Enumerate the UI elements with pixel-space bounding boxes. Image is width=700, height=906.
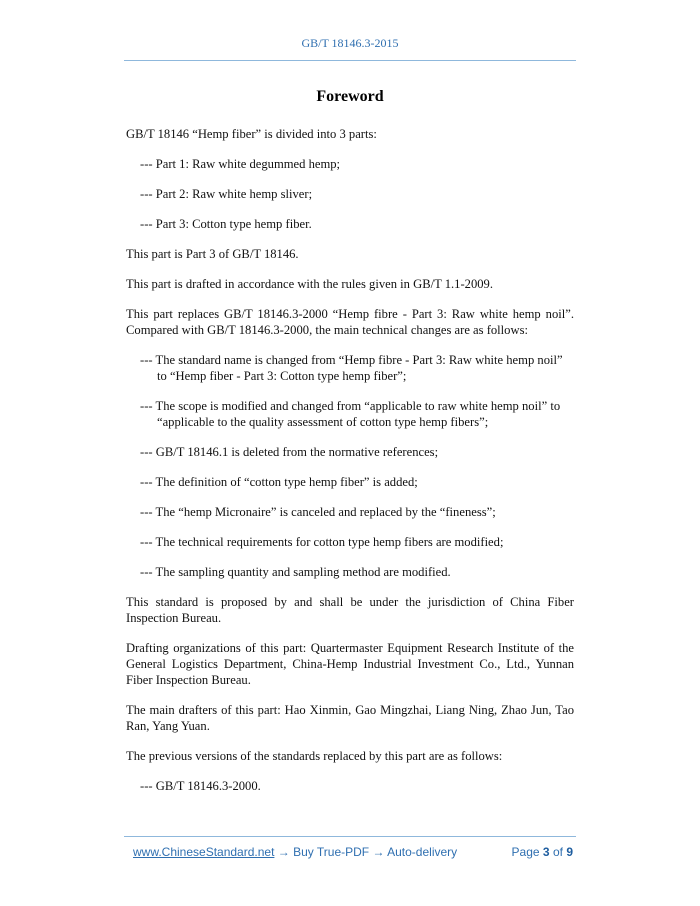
part-list-item: --- Part 3: Cotton type hemp fiber. — [140, 217, 312, 231]
change-list-item: --- GB/T 18146.1 is deleted from the normative references; — [140, 445, 439, 459]
change-list-item: --- The scope is modified and changed from “applicable to raw white hemp noil” to “applicable to the quality assessment of cotton type hemp fibers”; — [140, 399, 561, 429]
part-list-item: --- Part 1: Raw white degummed hemp; — [140, 157, 341, 171]
running-header: GB/T 18146.3-2015 — [301, 36, 399, 50]
intro-paragraph: GB/T 18146 “Hemp fiber” is divided into 3 parts: — [126, 127, 377, 141]
change-list-item: --- The standard name is changed from “Hemp fibre - Part 3: Raw white hemp noil” to “Hemp fiber - Part 3: Cotton type hemp fiber”; — [140, 353, 563, 383]
page-footer — [133, 845, 573, 861]
replaces-paragraph: This part replaces GB/T 18146.3-2000 “Hemp fibre - Part 3: Raw white hemp noil”. Compared with GB/T 18146.3-2000, the main technical changes are as follows: — [126, 307, 574, 337]
part-statement-paragraph: This part is Part 3 of GB/T 18146. — [126, 247, 299, 261]
page-of-label: of — [552, 845, 563, 859]
page-title: Foreword — [316, 88, 384, 105]
page-label: Page — [511, 845, 540, 859]
previous-version-item: --- GB/T 18146.3-2000. — [140, 779, 261, 793]
drafting-organizations-paragraph: Drafting organizations of this part: Quartermaster Equipment Research Institute of the General Logistics Department, China-Hemp Industrial Investment Co., Ltd., Yunnan Fiber Inspection Bureau. — [126, 641, 574, 687]
change-list-item: --- The technical requirements for cotton type hemp fibers are modified; — [140, 535, 504, 549]
buy-pdf-link[interactable]: → Buy True-PDF → Auto-delivery — [277, 845, 458, 859]
change-list-item: --- The definition of “cotton type hemp fiber” is added; — [140, 475, 418, 489]
header-divider — [124, 60, 576, 61]
footer-divider — [124, 836, 576, 837]
part-list-item: --- Part 2: Raw white hemp sliver; — [140, 187, 313, 201]
page-current: 3 — [542, 845, 550, 859]
change-list-item: --- The “hemp Micronaire” is canceled and replaced by the “fineness”; — [140, 505, 496, 519]
change-list-item: --- The sampling quantity and sampling method are modified. — [140, 565, 451, 579]
page-indicator — [512, 845, 573, 859]
proposed-by-paragraph: This standard is proposed by and shall be under the jurisdiction of China Fiber Inspection Bureau. — [126, 595, 574, 625]
drafters-paragraph: The main drafters of this part: Hao Xinmin, Gao Mingzhai, Liang Ning, Zhao Jun, Tao Ran, Yang Yuan. — [126, 703, 574, 733]
document-body — [126, 126, 574, 808]
previous-versions-paragraph: The previous versions of the standards replaced by this part are as follows: — [126, 749, 503, 763]
drafting-rules-paragraph: This part is drafted in accordance with the rules given in GB/T 1.1-2009. — [126, 277, 493, 291]
site-link[interactable]: www.ChineseStandard.net — [133, 845, 275, 859]
page-total: 9 — [566, 845, 573, 859]
